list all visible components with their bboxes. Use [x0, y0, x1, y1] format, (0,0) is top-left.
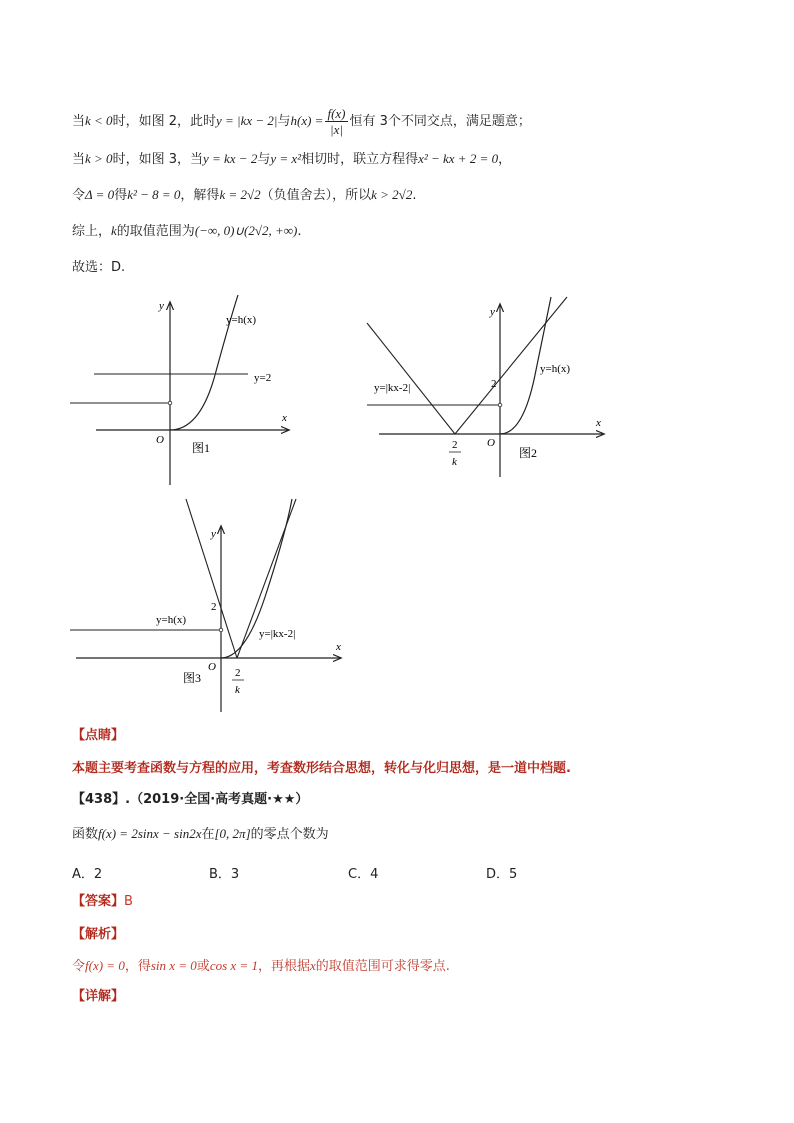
l3-eq2: k² − 8 = 0	[127, 187, 181, 202]
l4-mid: 的取值范围为	[116, 224, 195, 239]
fig1-y-label: y	[159, 300, 164, 312]
analysis-eq3: cos x = 1	[209, 958, 258, 973]
l1-cond: k < 0	[85, 113, 113, 128]
l2-with: 与	[257, 152, 271, 167]
fig2-tick-x-den: k	[452, 456, 457, 468]
question-header: 【438】.（2019·全国·高考真题·★★）	[72, 792, 309, 807]
fig2-abs-left	[367, 323, 455, 434]
l1-num: f(x)	[327, 106, 346, 121]
fig2-open-point	[498, 403, 502, 407]
analysis-eq1: f(x) = 0	[85, 958, 125, 973]
l1-pre: 当	[72, 114, 86, 129]
l4-eq: (−∞, 0)∪(2√2, +∞)	[194, 223, 298, 238]
option-d: D．5	[486, 867, 518, 882]
l2-cond: k > 0	[85, 151, 113, 166]
fig3-x-label: x	[336, 641, 341, 653]
l3-eq4: k > 2√2	[371, 187, 413, 202]
fig3-tick-y: 2	[211, 601, 217, 613]
figure-1	[70, 295, 300, 490]
stem-post: 的零点个数为	[250, 827, 329, 842]
analysis-mid2: ，再根据	[257, 959, 310, 974]
fig1-origin: O	[156, 434, 164, 446]
option-b: B．3	[209, 867, 240, 882]
l2-eq2: y = x²	[270, 151, 302, 166]
fig3-origin: O	[208, 661, 216, 673]
l1-fraction	[325, 106, 347, 137]
l2-mid2: 相切时，联立方程得	[301, 152, 419, 167]
fig1-open-point	[168, 401, 172, 405]
l2-end: ，	[498, 152, 512, 167]
l1-den: |x|	[330, 122, 343, 137]
fig3-abs-left	[186, 499, 237, 658]
fig2-tick-y: 2	[491, 378, 497, 390]
l1-post: 恒有 3个不同交点，满足题意；	[349, 114, 531, 129]
l3-mid2: ，解得	[180, 188, 220, 203]
fig3-tick-x-num: 2	[235, 667, 241, 679]
l4-k: k	[111, 223, 117, 238]
answer-line	[72, 893, 133, 911]
l2-pre: 当	[72, 152, 86, 167]
stem-mid: 在	[201, 827, 215, 842]
option-a: A．2	[72, 867, 103, 882]
answer-value: B	[124, 894, 133, 909]
answer-heading: 【答案】	[72, 894, 125, 909]
l3-eq1: Δ = 0	[85, 187, 115, 202]
fig3-y-label: y	[211, 528, 216, 540]
l1-h: h(x) =	[290, 113, 324, 128]
l3-end: .	[412, 188, 417, 203]
analysis-mid: ，得	[124, 959, 151, 974]
fig2-y-label: y	[490, 306, 495, 318]
analysis-eq2: sin x = 0	[150, 958, 197, 973]
analysis-heading: 【解析】	[72, 927, 125, 942]
question-stem	[72, 825, 329, 844]
text-line-2	[72, 150, 511, 169]
l3-mid3: （负值舍去），所以	[260, 188, 372, 203]
l5-text: 故选：D.	[72, 260, 126, 275]
stem-pre: 函数	[72, 827, 99, 842]
fig2-origin: O	[487, 437, 495, 449]
l2-eq1: y = kx − 2	[202, 151, 258, 166]
analysis-or: 或	[196, 959, 210, 974]
stem-eq: f(x) = 2sinx − sin2x	[98, 826, 202, 841]
analysis-pre: 令	[72, 959, 86, 974]
l3-pre: 令	[72, 188, 86, 203]
fig1-x-label: x	[282, 412, 287, 424]
figure-2	[365, 295, 610, 485]
fig2-x-label: x	[596, 417, 601, 429]
option-c: C．4	[348, 867, 379, 882]
detail-heading: 【详解】	[72, 989, 125, 1004]
l1-with: 与	[277, 114, 291, 129]
text-line-3	[72, 186, 416, 205]
figure-3	[70, 497, 355, 715]
l3-eq3: k = 2√2	[219, 187, 261, 202]
fig2-tick-x-num: 2	[452, 439, 458, 451]
fig1-curve-label: y=h(x)	[226, 314, 257, 326]
analysis-x: x	[309, 958, 316, 973]
fig3-tick-x-den: k	[235, 684, 240, 696]
fig3-caption: 图3	[183, 671, 202, 685]
l2-eq3: x² − kx + 2 = 0	[418, 151, 499, 166]
fig3-abs-label: y=|kx-2|	[259, 628, 296, 640]
l4-end: .	[297, 224, 302, 239]
analysis-body	[72, 957, 450, 976]
l4-pre: 综上，	[72, 224, 112, 239]
text-line-5	[72, 259, 125, 277]
comment-heading: 【点睛】	[72, 728, 125, 743]
fig2-curve-label: y=h(x)	[540, 363, 571, 375]
fig3-curve-label: y=h(x)	[156, 614, 187, 626]
fig2-caption: 图2	[519, 446, 538, 460]
stem-interval: [0, 2π]	[214, 826, 251, 841]
comment-body: 本题主要考查函数与方程的应用，考查数形结合思想，转化与化归思想，是一道中档题.	[72, 761, 571, 776]
fig1-line-label: y=2	[254, 372, 272, 384]
text-line-4	[72, 222, 302, 241]
analysis-post: 的取值范围可求得零点.	[315, 959, 450, 974]
fig2-abs-label: y=|kx-2|	[374, 382, 411, 394]
l1-mid: 时，如图 2，此时	[112, 114, 216, 129]
fig3-open-point	[219, 628, 223, 632]
l1-eq: y = |kx − 2|	[215, 113, 278, 128]
l2-mid: 时，如图 3，当	[112, 152, 203, 167]
l3-mid: 得	[114, 188, 128, 203]
text-line-1	[72, 106, 531, 137]
fig1-caption: 图1	[192, 441, 211, 455]
